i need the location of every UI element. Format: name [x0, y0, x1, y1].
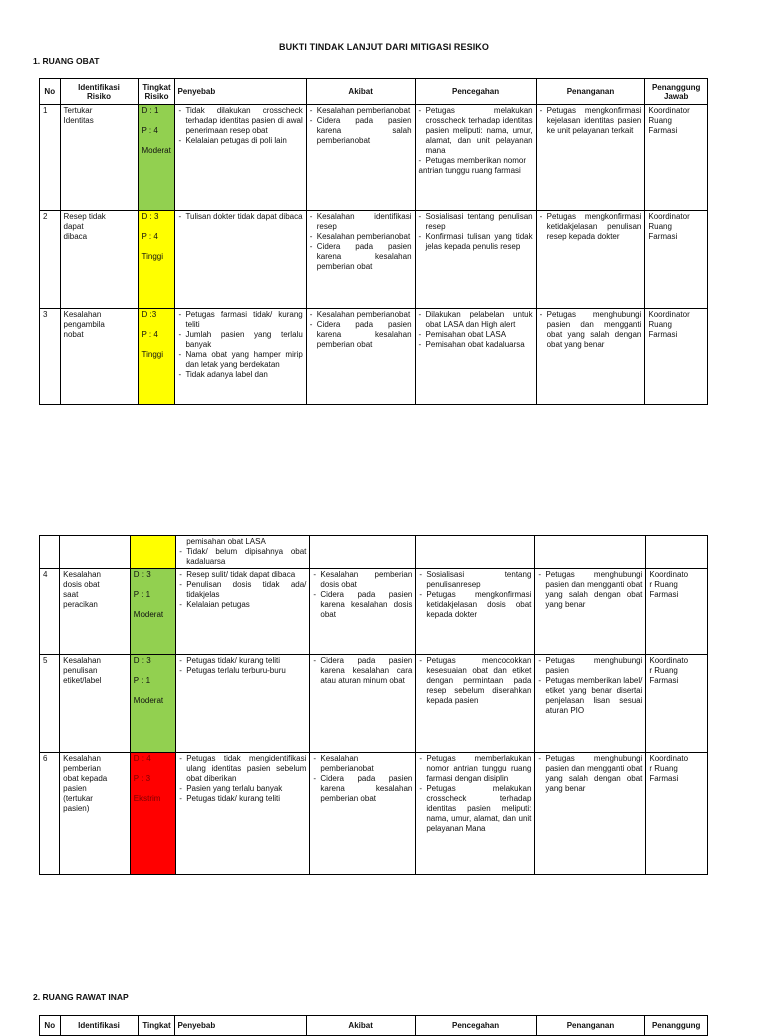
list-item: - Cidera pada pasien karena kesalahan pemberian obat [313, 774, 412, 804]
header-penanggung: Penanggung [645, 1016, 708, 1036]
risk-level-label: D : 3 P : 4 Tinggi [141, 212, 163, 261]
cell-pencegahan [415, 105, 536, 211]
table-header-row [40, 1016, 708, 1036]
cell-identifikasi: Kesalahan pengambila nobat [60, 309, 138, 405]
list-item: - Petugas mencocokkan kesesuaian obat dan etiket dengan permintaan pada resep sebelum diserahkan kepada pasien [419, 656, 531, 706]
cell-akibat [306, 211, 415, 309]
header-penanggung: Penanggung Jawab [645, 79, 708, 105]
list-item: - Tulisan dokter tidak dapat dibaca [178, 212, 302, 222]
list-item: - Petugas melakukan crosscheck terhadap identitas pasien meliputi: nama, umur, alamat, dan unit pelayanan mana [419, 106, 533, 156]
table-header-row [40, 79, 708, 105]
list-item: - Penulisan dosis tidak ada/ tidakjelas [179, 580, 306, 600]
list-item: - Kesalahan pemberianobat [310, 232, 412, 242]
list-item: - Petugas farmasi tidak/ kurang teliti [178, 310, 302, 330]
list-item: - Pemisahan obat LASA [419, 330, 533, 340]
cell-penanganan [536, 309, 645, 405]
list-item: - Pasien yang terlalu banyak [179, 784, 306, 794]
header-tingkat: Tingkat Risiko [138, 79, 175, 105]
list-item: - Petugas memberikan label/ etiket yang benar disertai penjelasan lisan sesuai aturan PIO [538, 676, 642, 716]
list-item: - Dilakukan pelabelan untuk obat LASA dan High alert [419, 310, 533, 330]
cell-no [40, 536, 60, 569]
cell-penanggung-jawab: Koordinator Ruang Farmasi [645, 105, 708, 211]
list-item: - Petugas mengkonfirmasi ketidakjelasan dosis obat kepada dokter [419, 590, 531, 620]
list-item: - Petugas menghubungi pasien dan mengganti obat yang salah dengan obat yang benar [538, 754, 642, 794]
list-item: - Petugas mengkonfirmasi kejelasan identitas pasien ke unit pelayanan terkait [540, 106, 642, 136]
cell-penanggung-jawab [646, 536, 708, 569]
table-row [40, 105, 708, 211]
cell-pencegahan [415, 309, 536, 405]
cell-no: 1 [40, 105, 61, 211]
cell-penyebab [176, 536, 310, 569]
list-item: - Kesalahan pemberianobat [313, 754, 412, 774]
list-item: - Sosialisasi tentang penulisan resep [419, 212, 533, 232]
cell-penyebab [176, 569, 310, 655]
list-item: - Kelalaian petugas [179, 600, 306, 610]
risk-level-label: D :3 P : 4 Tinggi [141, 310, 163, 359]
list-item: - Tidak dilakukan crosscheck terhadap identitas pasien di awal penerimaan resep obat [178, 106, 302, 136]
header-no: No [40, 1016, 61, 1036]
list-item: - Petugas mengkonfirmasi ketidakjelasan penulisan resep kepada dokter [540, 212, 642, 242]
list-item: - Resep sulit/ tidak dapat dibaca [179, 570, 306, 580]
header-akibat: Akibat [306, 79, 415, 105]
cell-pencegahan [416, 753, 535, 875]
header-identifikasi: Identifikasi [60, 1016, 138, 1036]
cell-no: 2 [40, 211, 61, 309]
risk-table-ruang-obat [39, 78, 708, 405]
document-title: BUKTI TINDAK LANJUT DARI MITIGASI RESIKO [279, 42, 489, 52]
header-penyebab: Penyebab [175, 79, 306, 105]
header-pencegahan: Pencegahan [415, 1016, 536, 1036]
cell-penanganan [535, 536, 646, 569]
risk-level-label: D : 3 P : 1 Moderat [133, 656, 164, 705]
list-item: - Petugas menghubungi pasien dan mengganti obat yang salah dengan obat yang benar [538, 570, 642, 610]
cell-penanganan [536, 105, 645, 211]
list-item: - Konfirmasi tulisan yang tidak jelas kepada penulis resep [419, 232, 533, 252]
cell-identifikasi: Kesalahan pemberian obat kepada pasien (tertukar pasien) [60, 753, 131, 875]
list-item: - Kesalahan pemberianobat [310, 106, 412, 116]
cell-penanganan [536, 211, 645, 309]
risk-table-ruang-rawat-inap [39, 1015, 708, 1036]
cell-penyebab [175, 105, 306, 211]
cell-akibat [310, 753, 416, 875]
list-item: - Cidera pada pasien karena kesalahan pemberian obat [310, 320, 412, 350]
list-item: - Petugas menghubungi pasien dan mengganti obat yang salah dengan obat yang benar [540, 310, 642, 350]
cell-identifikasi: Kesalahan penulisan etiket/label [60, 655, 131, 753]
cell-penanganan [535, 569, 646, 655]
header-pencegahan: Pencegahan [415, 79, 536, 105]
table-row-continuation [40, 536, 708, 569]
cell-no: 5 [40, 655, 60, 753]
header-akibat: Akibat [306, 1016, 415, 1036]
list-item: - Jumlah pasien yang terlalu banyak [178, 330, 302, 350]
cell-akibat [310, 569, 416, 655]
list-item: - Cidera pada pasien karena salah pemberianobat [310, 116, 412, 146]
list-item: - Kesalahan pemberianobat [310, 310, 412, 320]
cell-penanggung-jawab: Koordinato r Ruang Farmasi [646, 569, 708, 655]
cell-tingkat-risiko [138, 211, 175, 309]
cell-no: 3 [40, 309, 61, 405]
table-row [40, 753, 708, 875]
table-row [40, 211, 708, 309]
cell-penyebab [176, 655, 310, 753]
cell-penyebab [175, 309, 306, 405]
list-item-continuation: antrian tunggu ruang farmasi [418, 166, 521, 175]
list-item: - Kelalaian petugas di poli lain [178, 136, 302, 146]
cell-penanggung-jawab: Koordinator Ruang Farmasi [645, 211, 708, 309]
list-item: - Petugas terlalu terburu-buru [179, 666, 306, 676]
cell-penyebab [175, 211, 306, 309]
list-item: - Nama obat yang hamper mirip dan letak yang berdekatan [178, 350, 302, 370]
cell-identifikasi [60, 536, 131, 569]
list-item: - Tidak/ belum dipisahnya obat kadaluarsa [179, 547, 306, 567]
cell-tingkat-risiko [138, 309, 175, 405]
cell-penanggung-jawab: Koordinato r Ruang Farmasi [646, 655, 708, 753]
table-row [40, 655, 708, 753]
cell-pencegahan [416, 569, 535, 655]
header-penyebab: Penyebab [175, 1016, 306, 1036]
table-row [40, 309, 708, 405]
cell-akibat [306, 309, 415, 405]
cell-identifikasi: Resep tidak dapat dibaca [60, 211, 138, 309]
cell-penanggung-jawab: Koordinator Ruang Farmasi [645, 309, 708, 405]
list-item: - Pemisahan obat kadaluarsa [419, 340, 533, 350]
list-item: - Petugas memberikan nomor [419, 156, 533, 166]
list-item: - Kesalahan pemberian dosis obat [313, 570, 412, 590]
risk-level-label: D : 4 P : 3 Ekstrim [133, 754, 161, 803]
cell-identifikasi: Tertukar Identitas [60, 105, 138, 211]
risk-level-label: D : 1 P : 4 Moderat [141, 106, 171, 155]
cell-tingkat-risiko [130, 536, 175, 569]
list-item: - Petugas menghubungi pasien [538, 656, 642, 676]
risk-table-ruang-obat-continued [39, 535, 708, 875]
cell-penyebab [176, 753, 310, 875]
cell-pencegahan [416, 655, 535, 753]
table-row [40, 569, 708, 655]
cell-pencegahan [416, 536, 535, 569]
cell-pencegahan [415, 211, 536, 309]
header-tingkat: Tingkat [138, 1016, 175, 1036]
list-item: - Petugas tidak mengidentifikasi ulang identitas pasien sebelum obat diberikan [179, 754, 306, 784]
list-item: - Cidera pada pasien karena kesalahan cara atau aturan minum obat [313, 656, 412, 686]
list-item: - Sosialisasi tentang penulisanresep [419, 570, 531, 590]
risk-level-label: D : 3 P : 1 Moderat [133, 570, 164, 619]
cell-akibat [310, 536, 416, 569]
header-penanganan: Penanganan [536, 79, 645, 105]
list-item: - Petugas tidak/ kurang teliti [179, 794, 306, 804]
list-item-continuation: pemisahan obat LASA [186, 537, 266, 546]
list-item: - Cidera pada pasien karena kesalahan dosis obat [313, 590, 412, 620]
section-title-ruang-obat: 1. RUANG OBAT [33, 56, 100, 66]
cell-penanganan [535, 753, 646, 875]
list-item: - Petugas tidak/ kurang teliti [179, 656, 306, 666]
cell-no: 4 [40, 569, 60, 655]
list-item: - Petugas melakukan crosscheck terhadap identitas pasien meliputi: nama, umur, alamat, dan unit pelayanan Mana [419, 784, 531, 834]
header-no: No [40, 79, 61, 105]
cell-penanganan [535, 655, 646, 753]
cell-tingkat-risiko [130, 569, 175, 655]
section-title-ruang-rawat-inap: 2. RUANG RAWAT INAP [33, 992, 129, 1002]
list-item: - Cidera pada pasien karena kesalahan pemberian obat [310, 242, 412, 272]
cell-tingkat-risiko [130, 655, 175, 753]
list-item: - Kesalahan identifikasi resep [310, 212, 412, 232]
header-identifikasi: Identifikasi Risiko [60, 79, 138, 105]
cell-no: 6 [40, 753, 60, 875]
list-item: - Petugas memberlakukan nomor antrian tunggu ruang farmasi dengan disiplin [419, 754, 531, 784]
header-penanganan: Penanganan [536, 1016, 645, 1036]
cell-penanggung-jawab: Koordinato r Ruang Farmasi [646, 753, 708, 875]
cell-identifikasi: Kesalahan dosis obat saat peracikan [60, 569, 131, 655]
cell-tingkat-risiko [130, 753, 175, 875]
cell-akibat [306, 105, 415, 211]
list-item: - Tidak adanya label dan [178, 370, 302, 380]
cell-tingkat-risiko [138, 105, 175, 211]
cell-akibat [310, 655, 416, 753]
